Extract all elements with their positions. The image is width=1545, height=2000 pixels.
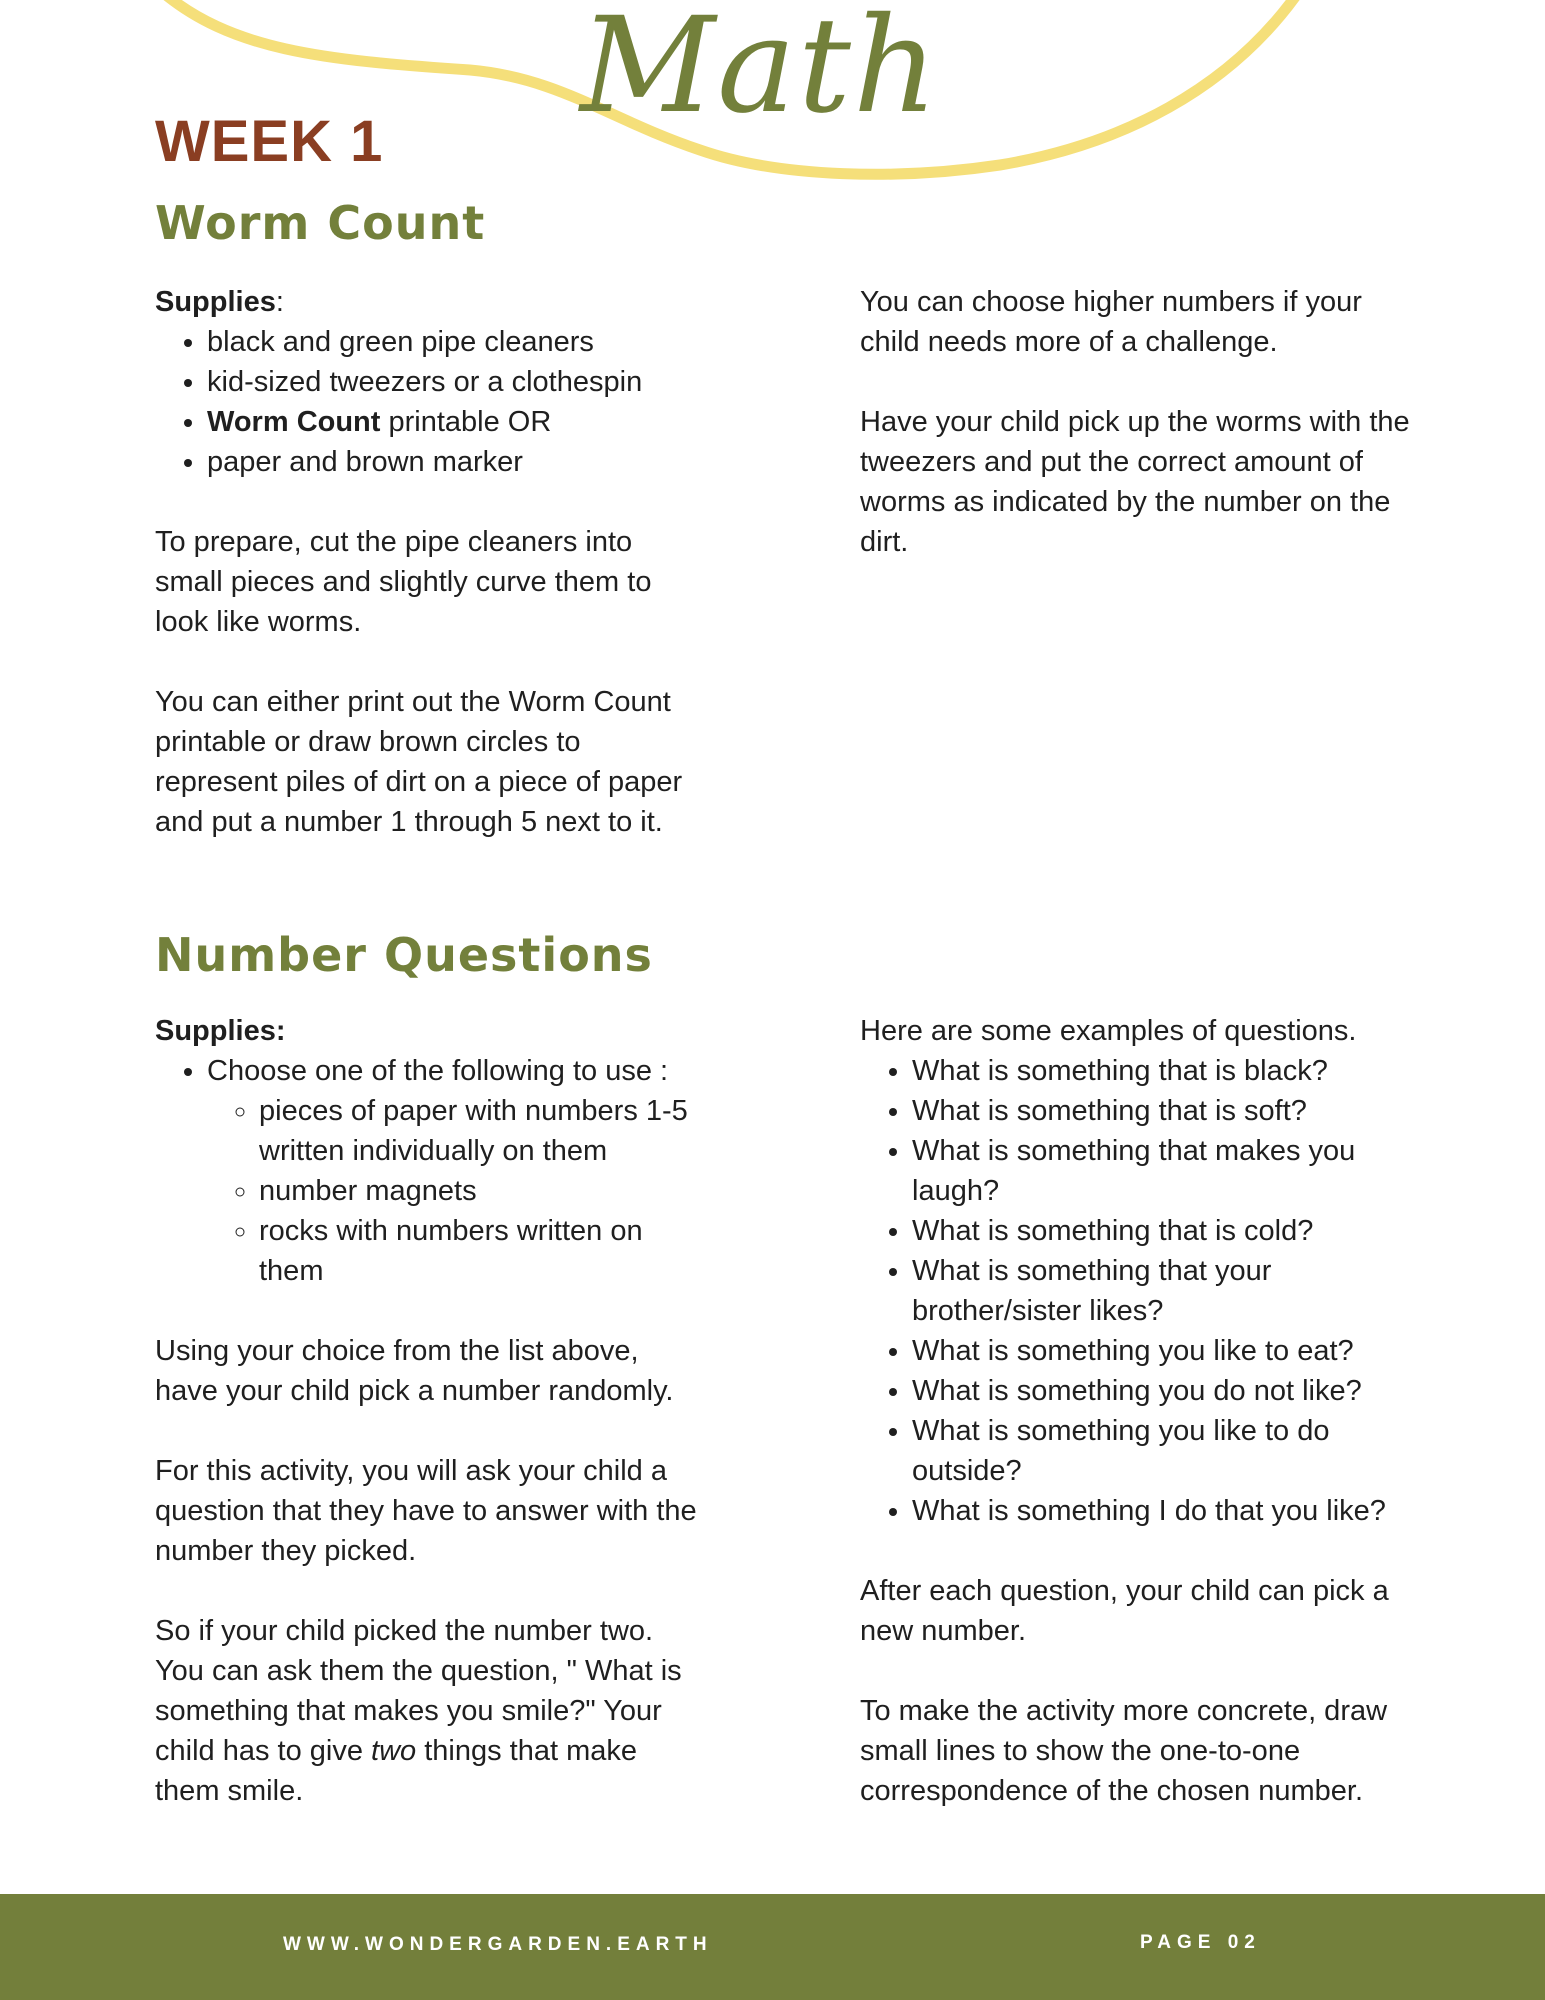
list-item: • What is something you do not like? — [912, 1371, 1410, 1411]
list-item: • What is something that your brother/sister likes? — [912, 1251, 1410, 1331]
list-item: ◦ number magnets — [259, 1171, 705, 1211]
paragraph: You can either print out the Worm Count printable or draw brown circles to represent piles of dirt on a piece of paper and put a number 1 through 5 next to it. — [155, 686, 683, 838]
number-questions-left-column — [155, 1011, 705, 1811]
paragraph: Have your child pick up the worms with the tweezers and put the correct amount of worms as indicated by the number on the dirt. — [860, 406, 1410, 558]
paragraph: To prepare, cut the pipe cleaners into small pieces and slightly curve them to look like worms. — [155, 526, 652, 638]
list-item: • Choose one of the following to use : ◦ pieces of paper with numbers 1-5 written individually on them ◦ number magnets ◦ rocks with numbers written on them — [207, 1051, 705, 1291]
paragraph: Using your choice from the list above, have your child pick a number randomly. — [155, 1335, 674, 1407]
paragraph: For this activity, you will ask your child a question that they have to answer with the number they picked. — [155, 1455, 697, 1567]
number-questions-right-column — [860, 1011, 1410, 1811]
list-item: ◦ rocks with numbers written on them — [259, 1211, 705, 1291]
paragraph: Here are some examples of questions. — [860, 1015, 1357, 1047]
list-item: • What is something that is soft? — [912, 1091, 1410, 1131]
paragraph: To make the activity more concrete, draw small lines to show the one-to-one correspondence of the chosen number. — [860, 1695, 1388, 1807]
worm-count-left-column: Supplies: • black and green pipe cleaners • kid-sized tweezers or a clothespin • Worm Count printable OR • paper and brown marker To prepare, cut the pipe cleaners into small pieces and slightly curve them to look like worms. You can either print out the Worm Count printable or draw brown circles to represent piles of dirt on a piece of paper and put a number 1 through 5 next to it. — [155, 282, 705, 842]
supplies-list — [155, 322, 705, 482]
list-item: • What is something you like to do outside? — [912, 1411, 1410, 1491]
paragraph: After each question, your child can pick a new number. — [860, 1575, 1389, 1647]
list-item: • black and green pipe cleaners — [207, 322, 705, 362]
page-title: Math — [580, 0, 940, 143]
questions-list — [860, 1051, 1410, 1531]
supplies-label: Supplies: — [155, 1015, 286, 1047]
list-item: • What is something that is black? — [912, 1051, 1410, 1091]
section-title-worm-count: Worm Count — [155, 196, 486, 250]
list-item: • paper and brown marker — [207, 442, 705, 482]
paragraph: You can choose higher numbers if your child needs more of a challenge. — [860, 286, 1362, 358]
list-item: • What is something I do that you like? — [912, 1491, 1410, 1531]
paragraph: So if your child picked the number two. You can ask them the question, " What is something that makes you smile?" Your child has to give two things that make them smile. — [155, 1615, 682, 1807]
list-item: • kid-sized tweezers or a clothespin — [207, 362, 705, 402]
worm-count-right-column — [860, 282, 1410, 562]
list-item: • Worm Count printable OR — [207, 402, 705, 442]
footer-bar — [0, 1894, 1545, 2000]
list-item: • What is something that makes you laugh? — [912, 1131, 1410, 1211]
section-title-number-questions: Number Questions — [155, 928, 653, 982]
list-item: • What is something that is cold? — [912, 1211, 1410, 1251]
supplies-label: Supplies — [155, 286, 276, 318]
page-number: PAGE 02 — [1140, 1932, 1261, 1953]
list-item: • What is something you like to eat? — [912, 1331, 1410, 1371]
list-item: ◦ pieces of paper with numbers 1-5 written individually on them — [259, 1091, 705, 1171]
supplies-list — [155, 1051, 705, 1291]
footer-website-link[interactable]: WWW.WONDERGARDEN.EARTH — [283, 1934, 713, 1955]
week-heading: WEEK 1 — [155, 109, 384, 174]
options-list — [207, 1091, 705, 1291]
